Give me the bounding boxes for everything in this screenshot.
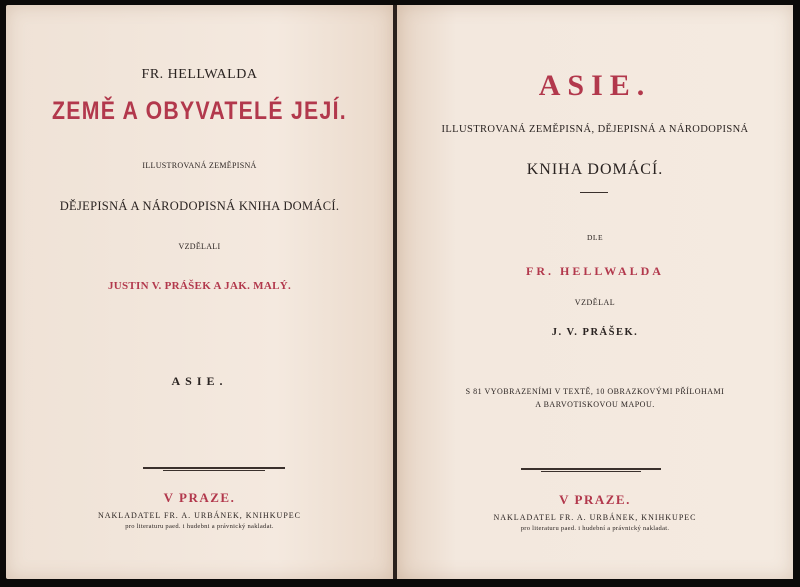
- right-subtitle-line2: KNIHA DOMÁCÍ.: [526, 161, 664, 178]
- right-according-to: DLE: [586, 233, 604, 242]
- left-editors: JUSTIN V. PRÁŠEK A JAK. MALÝ.: [107, 280, 292, 292]
- right-decorative-rule: [521, 468, 661, 470]
- right-illustrations-line1: S 81 VYOBRAZENÍMI V TEXTĚ, 10 OBRAZKOVÝMI PŘÍLOHAMI: [465, 387, 725, 396]
- left-subtitle-line2: DĚJEPISNÁ A NÁRODOPISNÁ KNIHA DOMÁCÍ.: [59, 199, 340, 213]
- right-publisher: NAKLADATEL FR. A. URBÁNEK, KNIHKUPEC: [493, 513, 697, 522]
- left-page: [6, 5, 393, 579]
- left-title: ZEMĚ A OBYVATELÉ JEJÍ.: [52, 97, 347, 125]
- left-subtitle-line1: ILLUSTROVANÁ ZEMĚPISNÁ: [142, 161, 257, 170]
- left-publisher: NAKLADATEL FR. A. URBÁNEK, KNIHKUPEC: [97, 511, 302, 520]
- right-editor: J. V. PRÁŠEK.: [551, 327, 639, 338]
- left-edited-by: VZDĚLALI: [178, 242, 221, 251]
- left-publisher-note: pro literaturu paed. i hudebni a právnický nakladat.: [125, 523, 274, 530]
- right-publisher-note: pro literaturu paed. i hudební a právnický nakladat.: [520, 525, 670, 532]
- right-page: [397, 5, 793, 579]
- right-place: V PRAZE.: [559, 492, 631, 507]
- right-illustrations-line2: A BARVOTISKOVOU MAPOU.: [535, 400, 655, 409]
- right-short-rule: [580, 192, 608, 193]
- left-decorative-rule: [143, 467, 285, 469]
- left-author: FR. HELLWALDA: [141, 67, 258, 82]
- right-edited-by: VZDĚLAL: [574, 298, 616, 307]
- right-subtitle-line1: ILLUSTROVANÁ ZEMĚPISNÁ, DĚJEPISNÁ A NÁRODOPISNÁ: [441, 124, 749, 135]
- left-place: V PRAZE.: [163, 490, 236, 505]
- left-volume: ASIE.: [171, 374, 228, 388]
- right-title: ASIE.: [538, 69, 652, 102]
- right-author: FR. HELLWALDA: [526, 264, 664, 278]
